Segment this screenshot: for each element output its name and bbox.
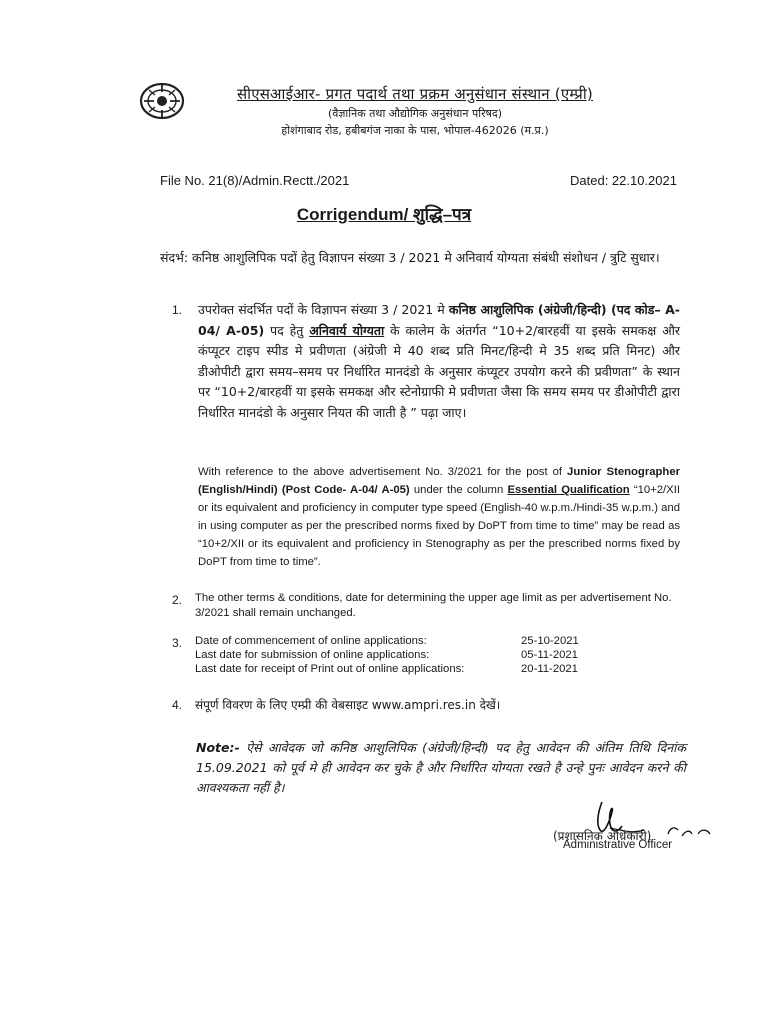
item-1-english-qualification: Essential Qualification [507, 484, 630, 496]
date-row [195, 662, 579, 676]
item-2-paragraph: The other terms & conditions, date for determining the upper age limit as per advertisement No. 3/2021 shall remain unchanged. [195, 592, 672, 619]
note-paragraph [196, 738, 686, 798]
important-dates-list [195, 634, 579, 676]
item-1-english-paragraph [198, 463, 680, 571]
institute-parent-body: (वैज्ञानिक तथा औद्योगिक अनुसंधान परिषद) [327, 107, 503, 120]
item-1-hindi-text-2: पद हेतु [264, 322, 310, 338]
date-row-value: 05-11-2021 [521, 649, 578, 661]
note-label: Note:- [196, 740, 240, 755]
item-1-english-post: Junior Stenographer (English/Hindi) (Post Code- A-04/ A-05) [198, 466, 680, 496]
signatory-designation-hindi: (प्रशासनिक अधिकारी) [553, 829, 652, 843]
item-1-hindi-qualification: अनिवार्य योग्यता [309, 322, 385, 338]
date-row [195, 634, 579, 648]
item-1-english-text-2: under the column [409, 484, 508, 496]
date-row-label: Last date for submission of online applications: [195, 649, 430, 661]
reference-line: संदर्भ: कनिष्ठ आशुलिपिक पदों हेतु विज्ञापन संख्या 3 / 2021 मे अनिवार्य योग्यता संबंधी संशोधन / त्रुटि सुधार। [160, 250, 660, 265]
date-row-value: 25-10-2021 [521, 635, 579, 647]
document-date: Dated: 22.10.2021 [570, 173, 677, 188]
institute-address: होशंगाबाद रोड, हबीबगंज नाका के पास, भोपाल-462026 (म.प्र.) [281, 124, 549, 137]
signatory-designation-english: Administrative Officer [563, 839, 673, 851]
item-1-hindi-text-3: के कालेम के अंतर्गत “10+2/बारहवीं या इसके समकक्ष और कंप्यूटर टाइप स्पीड मे प्रवीणता (अंग्रेजी मे 40 शब्द प्रति मिनट/हिन्दी मे 35 शब्द प्रति मिनट) और डीओपीटी द्वारा समय–समय पर निर्धारित मानदंडो के अनुसार कंप्यूटर उपयोग करने की प्रवीणता” के स्थान पर “10+2/बारहवीं या इसके समकक्ष और स्टेनोग्राफी मे प्रवीणता जैसा कि समय समय पर डीओपीटी द्वारा निर्धारित मानदंडो के अनुसार नियत की जाती है ” पढ़ा जाए। [198, 322, 680, 420]
item-4-website-line: संपूर्ण विवरण के लिए एम्प्री की वेबसाइट www.ampri.res.in देखें। [195, 698, 501, 712]
item-4-number: 4. [172, 698, 183, 712]
item-1-english-text-3: “10+2/XII or its equivalent and proficiency in computer type speed (English-40 w.p.m./Hindi-35 w.p.m.) and in using computer as per the prescribed norms fixed by DoPT from time to time” may be read as “10+2/XII or its equivalent and proficiency in Stenography as per the prescribed norms fixed by DoPT from time to time”. [198, 484, 680, 568]
institute-name-heading: सीएसआईआर- प्रगत पदार्थ तथा प्रक्रम अनुसंधान संस्थान (एम्प्री) [237, 85, 593, 103]
item-1-hindi-text-1: उपरोक्त संदर्भित पदों के विज्ञापन संख्या 3 / 2021 मे [198, 302, 449, 317]
item-3-number: 3. [172, 636, 183, 650]
item-1-hindi-paragraph [198, 300, 680, 423]
item-1-number: 1. [172, 303, 183, 317]
date-row-value: 20-11-2021 [521, 663, 578, 675]
date-row [195, 648, 579, 662]
document-title: Corrigendum/ शुद्धि–पत्र [296, 205, 472, 224]
date-row-label: Last date for receipt of Print out of online applications: [195, 663, 465, 675]
item-1-english-text-1: With reference to the above advertisement No. 3/2021 for the post of [198, 466, 568, 478]
item-1-hindi-post: कनिष्ठ आशुलिपिक (अंग्रेजी/हिन्दी) (पद कोड– A-04/ A-05) [198, 302, 680, 338]
institute-emblem-logo [138, 80, 186, 122]
note-text: ऐसे आवेदक जो कनिष्ठ आशुलिपिक (अंग्रेजी/हिन्दी) पद हेतु आवेदन की अंतिम तिथि दिनांक 15.09.2021 को पूर्व मे ही आवेदन कर चुके है और निर्धारित योग्यता रखते है उन्हे पुनः आवेदन करने की आवश्यकता नहीं है। [196, 740, 686, 795]
date-row-label: Date of commencement of online applications: [195, 635, 427, 647]
item-2-number: 2. [172, 593, 183, 607]
file-number: File No. 21(8)/Admin.Rectt./2021 [160, 173, 350, 188]
